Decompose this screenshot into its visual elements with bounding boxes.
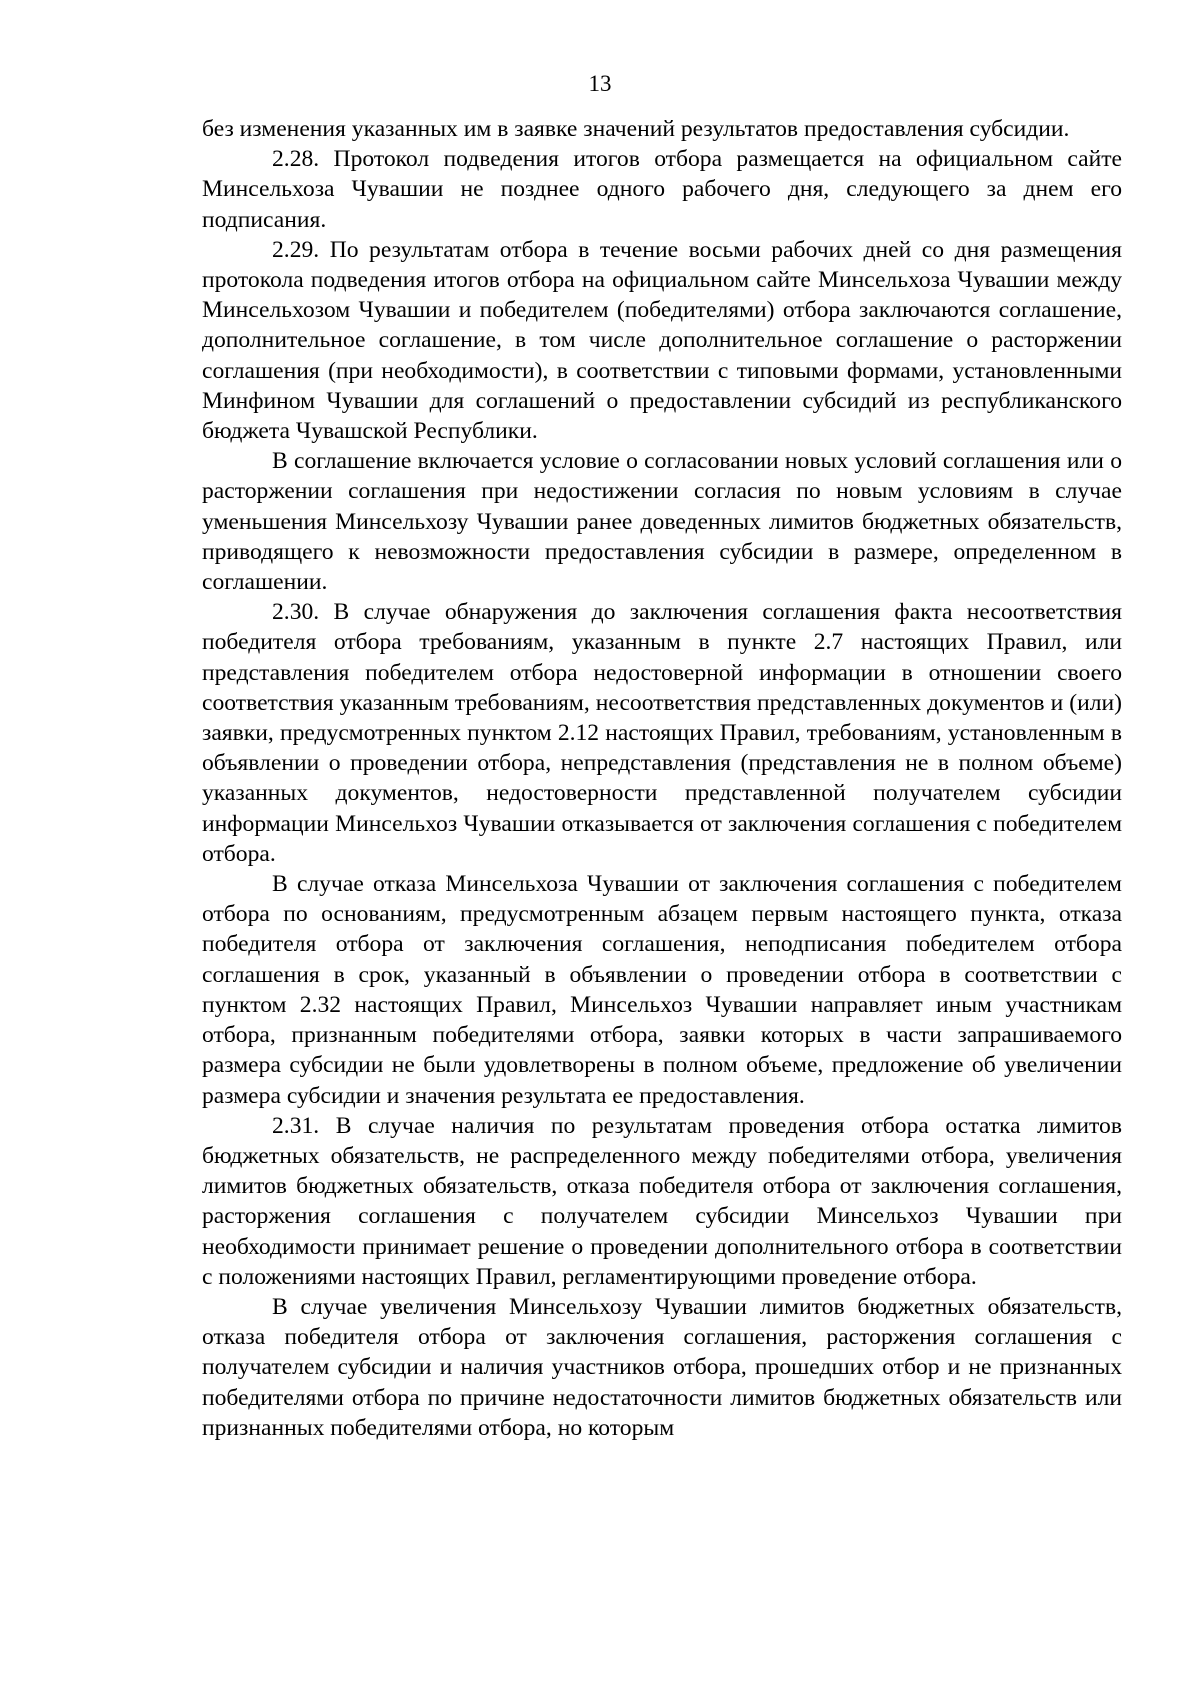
paragraph: без изменения указанных им в заявке значений результатов предоставления субсидии. [202,116,1070,142]
paragraph: В случае отказа Минсельхоза Чувашии от заключения соглашения с победителем отбора по основаниям, предусмотренным абзацем первым настоящего пункта, отказа победителя отбора от заключения соглашения, неподписания победителем отбора соглашения в срок, указанный в объявлении о проведении отбора в соответствии с пунктом 2.32 настоящих Правил, Минсельхоз Чувашии направляет иным участникам отбора, признанным победителями отбора, заявки которых в части запрашиваемого размера субсидии не были удовлетворены в полном объеме, предложение об увеличении размера субсидии и значения результата ее предоставления. [202,871,1122,1109]
paragraph: 2.31. В случае наличия по результатам проведения отбора остатка лимитов бюджетных обязательств, не распределенного между победителями отбора, увеличения лимитов бюджетных обязательств, отказа победителя отбора от заключения соглашения, расторжения соглашения с получателем субсидии Минсельхоз Чувашии при необходимости принимает решение о проведении дополнительного отбора в соответствии с положениями настоящих Правил, регламентирующими проведение отбора. [202,1112,1122,1290]
paragraph: В соглашение включается условие о согласовании новых условий соглашения или о расторжении соглашения при недостижении согласия по новым условиям в случае уменьшения Минсельхозу Чувашии ранее доведенных лимитов бюджетных обязательств, приводящего к невозможности предоставления субсидии в размере, определенном в соглашении. [202,448,1122,596]
paragraph: 2.30. В случае обнаружения до заключения соглашения факта несоответствия победителя отбора требованиям, указанным в пункте 2.7 настоящих Правил, или представления победителем отбора недостоверной информации в отношении своего соответствия указанным требованиям, несоответствия представленных документов и (или) заявки, предусмотренных пунктом 2.12 настоящих Правил, требованиям, установленным в объявлении о проведении отбора, непредставления (представления не в полном объеме) указанных документов, недостоверности представленной получателем субсидии информации Минсельхоз Чувашии отказывается от заключения соглашения с победителем отбора. [202,599,1122,867]
page-number: 13 [588,71,612,96]
document-body [202,114,1122,1443]
paragraph: В случае увеличения Минсельхозу Чувашии лимитов бюджетных обязательств, отказа победителя отбора от заключения соглашения, расторжения соглашения с получателем субсидии и наличия участников отбора, прошедших отбор и не признанных победителями отбора по причине недостаточности лимитов бюджетных обязательств или признанных победителями отбора, но которым [202,1293,1122,1441]
paragraph: 2.28. Протокол подведения итогов отбора размещается на официальном сайте Минсельхоза Чувашии не позднее одного рабочего дня, следующего за днем его подписания. [202,146,1122,233]
paragraph: 2.29. По результатам отбора в течение восьми рабочих дней со дня размещения протокола подведения итогов отбора на официальном сайте Минсельхоза Чувашии между Минсельхозом Чувашии и победителем (победителями) отбора заключаются соглашение, дополнительное соглашение, в том числе дополнительное соглашение о расторжении соглашения (при необходимости), в соответствии с типовыми формами, установленными Минфином Чувашии для соглашений о предоставлении субсидий из республиканского бюджета Чувашской Республики. [202,236,1122,445]
